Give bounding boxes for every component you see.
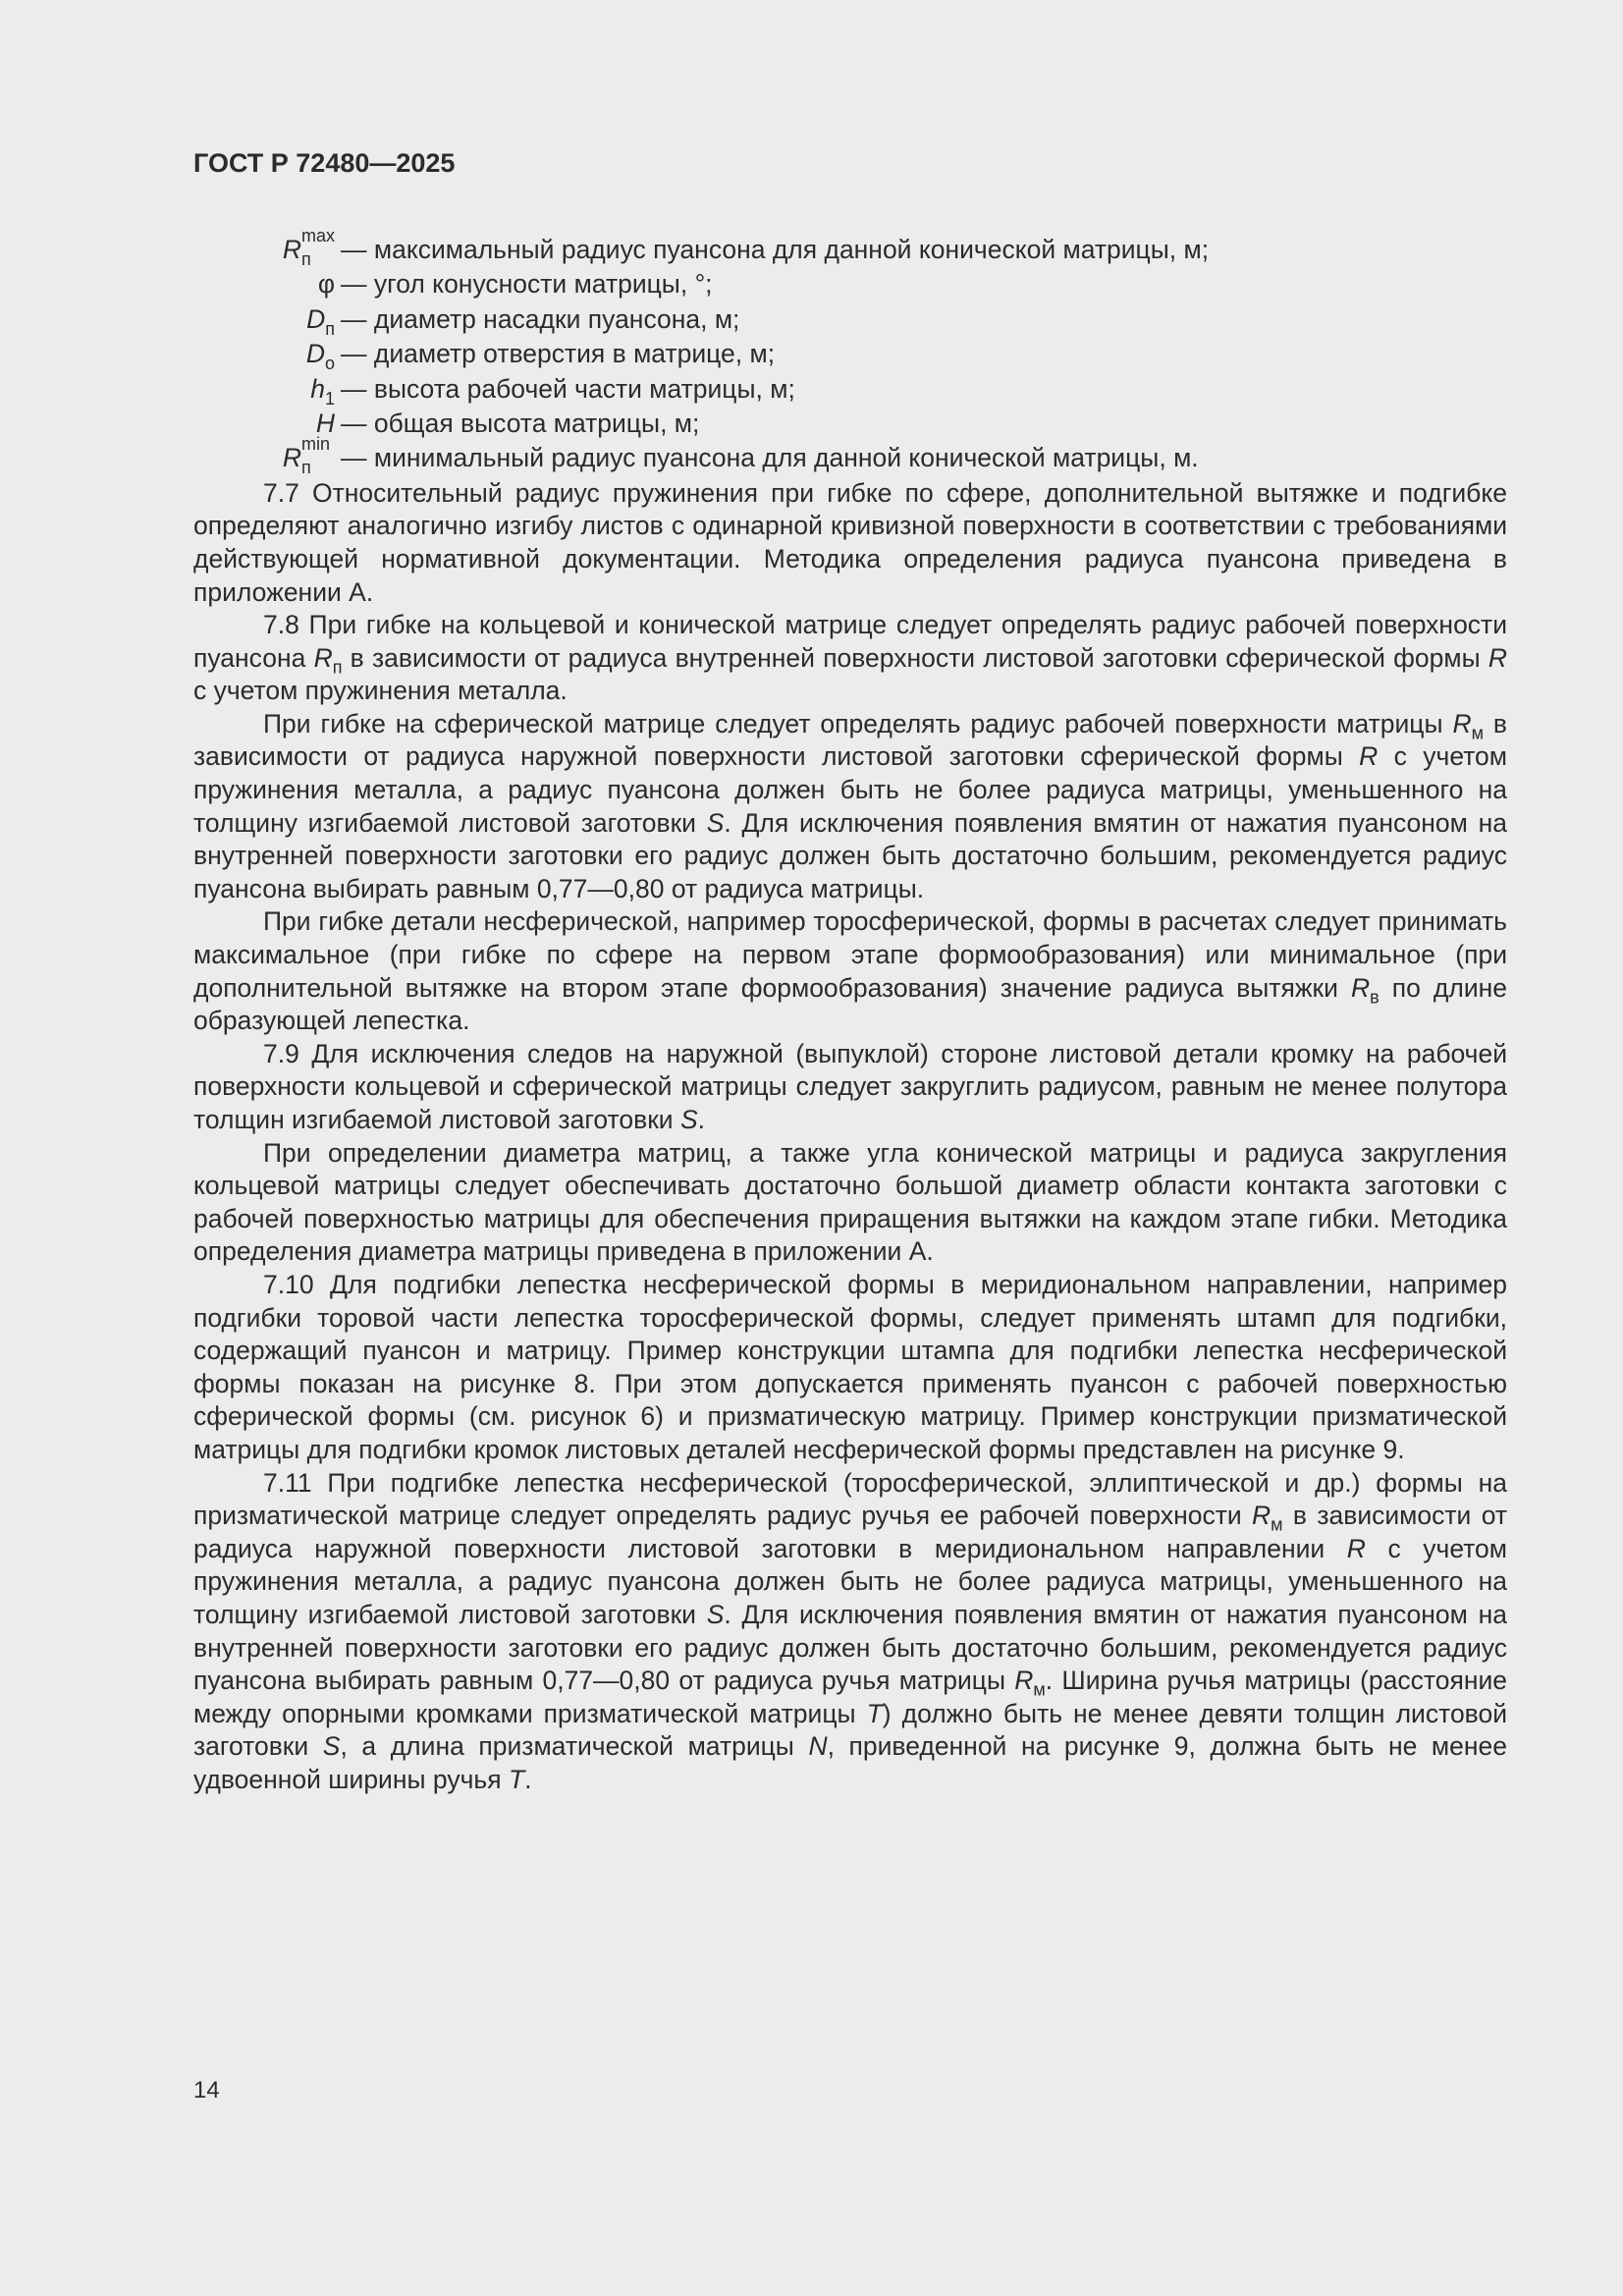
legend-description: — диаметр насадки пуансона, м; <box>341 303 740 334</box>
legend-item <box>193 408 1507 442</box>
legend-description: — общая высота матрицы, м; <box>341 408 700 438</box>
legend-description: — максимальный радиус пуансона для данной конической матрицы, м; <box>341 235 1210 264</box>
symbol-legend <box>193 226 1507 478</box>
paragraph-7-7: 7.7 Относительный радиус пружинения при гибке по сфере, дополнительной вытяжке и подгибке определяют аналогично изгибу листов с одинарной кривизной поверхности в соответствии с требованиями действующей нормативной документации. Методика определения радиуса пуансона приведена в приложении А. <box>193 477 1507 607</box>
legend-symbol: $D_п$ <box>306 303 335 339</box>
paragraph-7-10: 7.10 Для подгибки лепестка несферической формы в меридиональном направлении, например подгибки торовой части лепестка торосферической формы, следует применять штамп для подгибки, содержащий пуансон и матрицу. Пример конструкции штампа для подгибки лепестка несферической формы показан на рисунке 8. При этом допускается применять пуансон с рабочей поверхностью сферической формы (см. рисунок 6) и призматическую матрицу. Пример конструкции призматической матрицы для подгибки кромок листовых деталей несферической формы представлен на рисунке 9. <box>193 1269 1507 1464</box>
paragraph-7-8-spherical: При гибке на сферической матрице следует определять радиус рабочей поверхности матрицы $R_м$ в зависимости от радиуса наружной поверхности листовой заготовки сферической формы R с учетом пружинения металла, а радиус пуансона должен быть не более радиуса матрицы, уменьшенного на толщину изгибаемой листовой заготовки S. Для исключения появления вмятин от нажатия пуансоном на внутренней поверхности заготовки его радиус должен быть достаточно большим, рекомендуется радиус пуансона выбирать равным 0,77—0,80 от радиуса матрицы. <box>193 708 1507 903</box>
page-content <box>193 226 1508 1796</box>
page-number: 14 <box>193 2077 220 2104</box>
document-header: ГОСТ Р 72480—2025 <box>193 148 456 178</box>
legend-item <box>193 268 1507 302</box>
legend-item <box>193 434 1507 478</box>
legend-symbol: R min п <box>282 434 331 478</box>
legend-description: — угол конусности матрицы, °; <box>341 269 713 300</box>
legend-symbol: φ <box>317 269 335 300</box>
paragraph-7-11: 7.11 При подгибке лепестка несферической (торосферической, эллиптической и др.) формы на призматической матрице следует определять радиус ручья ее рабочей поверхности $R_м$ в зависимости от радиуса наружной поверхности листовой заготовки в меридиональном направлении R с учетом пружинения металла, а радиус пуансона должен быть не более радиуса матрицы, уменьшенного на толщину изгибаемой листовой заготовки S. Для исключения появления вмятин от нажатия пуансоном на внутренней поверхности заготовки его радиус должен быть достаточно большим, рекомендуется радиус пуансона выбирать равным 0,77—0,80 от радиуса ручья матрицы $R_м$. Ширина ручья матрицы (расстояние между опорными кромками призматической матрицы T) должно быть не менее девяти толщин листовой заготовки S, а длина призматической матрицы N, приведенной на рисунке 9, должна быть не менее удвоенной ширины ручья T. <box>193 1467 1508 1794</box>
legend-item <box>193 303 1507 338</box>
legend-symbol: $D_о$ <box>305 339 335 374</box>
paragraph-7-8: 7.8 При гибке на кольцевой и конической матрице следует определять радиус рабочей поверхности пуансона $R_п$ в зависимости от радиуса внутренней поверхности листовой заготовки сферической формы R с учетом пружинения металла. <box>193 610 1507 706</box>
paragraph-7-9-diameter: При определении диаметра матриц, а также угла конической матрицы и радиуса закругления кольцевой матрицы следует обеспечивать достаточно большой диаметр области контакта заготовки с рабочей поверхностью матрицы для обеспечения приращения вытяжки на каждом этапе гибки. Методика определения диаметра матрицы приведена в приложении А. <box>193 1137 1507 1267</box>
legend-description: — минимальный радиус пуансона для данной конической матрицы, м. <box>341 443 1199 473</box>
paragraph-7-9: 7.9 Для исключения следов на наружной (выпуклой) стороне листовой детали кромку на рабочей поверхности кольцевой и сферической матрицы следует закруглить радиусом, равным не менее полутора толщин изгибаемой листовой заготовки S. <box>193 1038 1507 1135</box>
paragraph-7-8-nonspherical: При гибке детали несферической, например торосферической, формы в расчетах следует принимать максимальное (при гибке по сфере на первом этапе формообразования) или минимальное (при дополнительной вытяжке на втором этапе формообразования) значение радиуса вытяжки $R_в$ по длине образующей лепестка. <box>193 906 1507 1036</box>
legend-description: — диаметр отверстия в матрице, м; <box>341 339 776 369</box>
legend-item <box>193 373 1507 408</box>
legend-symbol: R max п <box>282 226 336 269</box>
legend-description: — высота рабочей части матрицы, м; <box>341 373 795 404</box>
legend-item <box>193 226 1507 269</box>
legend-symbol: H <box>315 408 335 438</box>
legend-item <box>193 338 1507 372</box>
legend-symbol: $h_1$ <box>310 373 335 409</box>
